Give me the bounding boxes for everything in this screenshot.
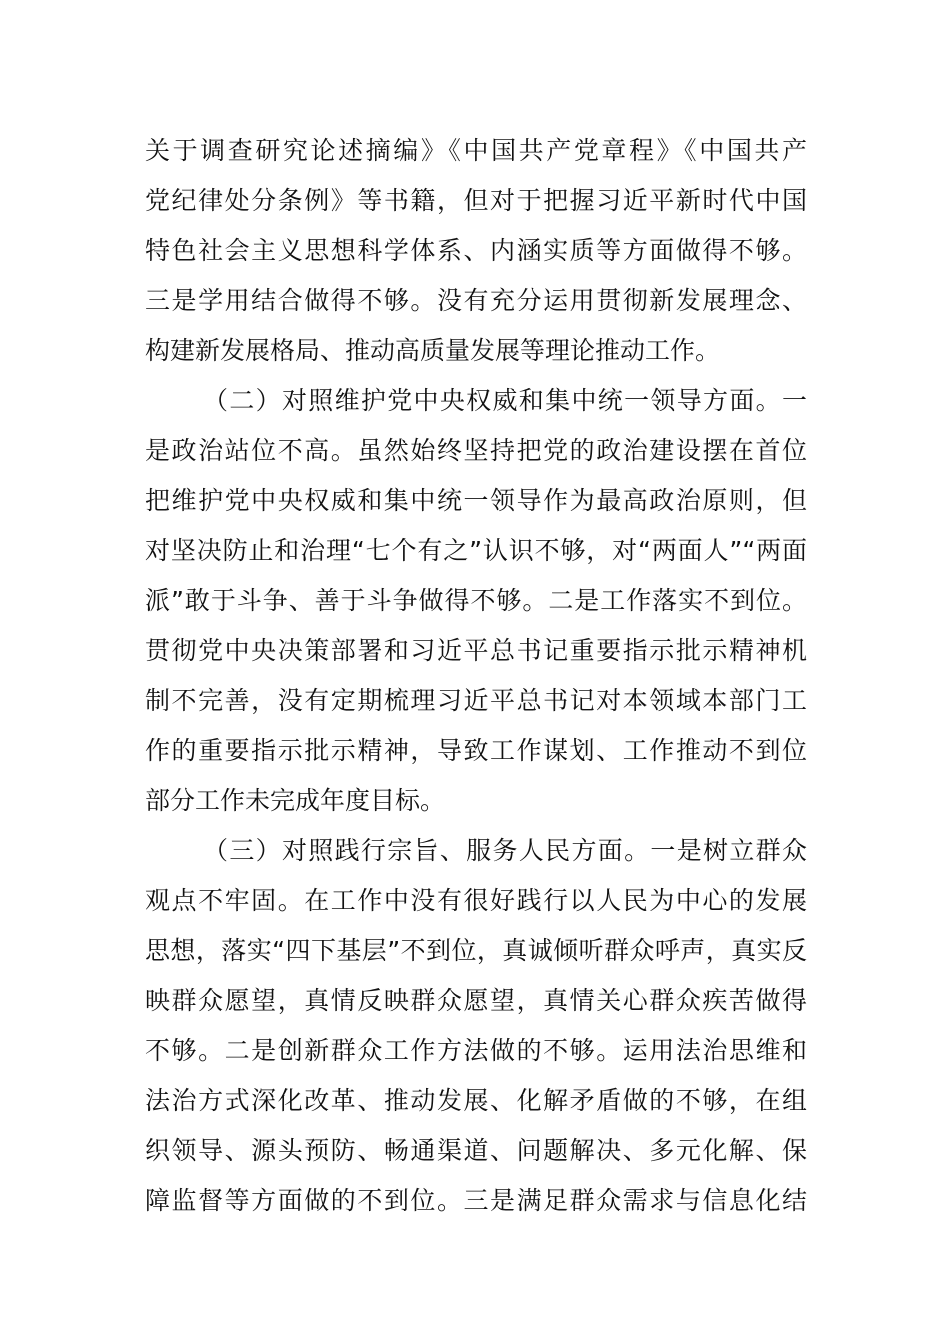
text-line: 部分工作未完成年度目标。 (145, 786, 446, 815)
text-line: 构建新发展格局、推动高质量发展等理论推动工作。 (145, 336, 721, 365)
text-line: 障监督等方面做的不到位。三是满足群众需求与信息化结 (145, 1186, 807, 1215)
body-text (145, 126, 807, 1226)
text-line: 贯彻党中央决策部署和习近平总书记重要指示批示精神机 (145, 636, 807, 665)
text-line: 不够。二是创新群众工作方法做的不够。运用法治思维和 (145, 1036, 807, 1065)
text-line: 关于调查研究论述摘编》《中国共产党章程》《中国共产 (145, 136, 807, 165)
text-line: 映群众愿望，真情反映群众愿望，真情关心群众疾苦做得 (145, 986, 807, 1015)
text-line: 三是学用结合做得不够。没有充分运用贯彻新发展理念、 (145, 286, 807, 315)
text-line: 思想，落实“四下基层”不到位，真诚倾听群众呼声，真实反 (145, 936, 807, 965)
text-line: 制不完善，没有定期梳理习近平总书记对本领域本部门工 (145, 686, 807, 715)
text-line: 是政治站位不高。虽然始终坚持把党的政治建设摆在首位 (145, 436, 807, 465)
text-line: 党纪律处分条例》等书籍，但对于把握习近平新时代中国 (145, 186, 807, 215)
section-heading-line: （三）对照践行宗旨、服务人民方面。一是树立群众 (203, 836, 807, 865)
text-line: 对坚决防止和治理“七个有之”认识不够，对“两面人”“两面 (145, 536, 807, 565)
text-line: 法治方式深化改革、推动发展、化解矛盾做的不够，在组 (145, 1086, 807, 1115)
section-heading-line: （二）对照维护党中央权威和集中统一领导方面。一 (203, 386, 807, 415)
text-line: 把维护党中央权威和集中统一领导作为最高政治原则，但 (145, 486, 807, 515)
text-line: 派”敢于斗争、善于斗争做得不够。二是工作落实不到位。 (145, 586, 807, 615)
text-line: 观点不牢固。在工作中没有很好践行以人民为中心的发展 (145, 886, 807, 915)
text-line: 特色社会主义思想科学体系、内涵实质等方面做得不够。 (145, 236, 807, 265)
text-line: 织领导、源头预防、畅通渠道、问题解决、多元化解、保 (145, 1136, 807, 1165)
text-line: 作的重要指示批示精神，导致工作谋划、工作推动不到位 (145, 736, 807, 765)
